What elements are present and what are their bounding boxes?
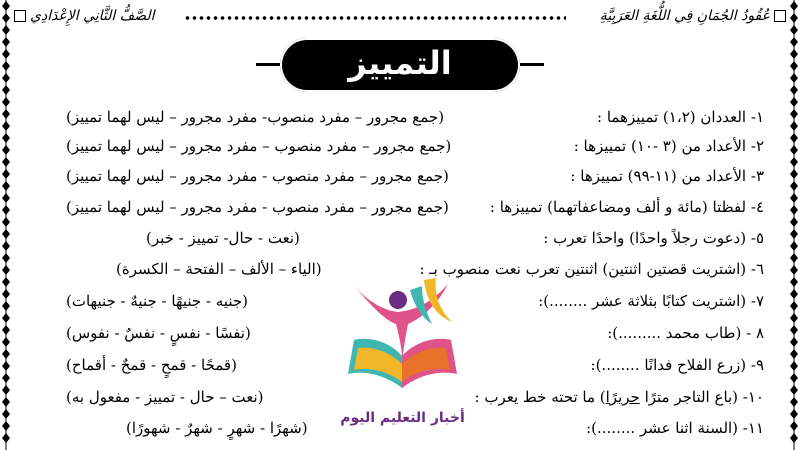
question-text: ٤- لفظتا (مائة و ألف ومضاعفاتهما) تمييزها : bbox=[489, 198, 764, 216]
border-diamond bbox=[2, 25, 10, 35]
border-diamond bbox=[2, 85, 10, 95]
border-diamond bbox=[790, 169, 798, 179]
border-diamond bbox=[2, 61, 10, 71]
page-header bbox=[14, 8, 786, 30]
border-diamond bbox=[790, 265, 798, 275]
border-diamond bbox=[790, 37, 798, 47]
border-diamond bbox=[790, 121, 798, 131]
border-diamond bbox=[2, 157, 10, 167]
watermark-logo bbox=[340, 270, 465, 450]
question-text: ١١- (السنة اثنا عشر ........): bbox=[586, 419, 764, 437]
border-diamond bbox=[2, 133, 10, 143]
question-text: ٧- (اشتريت كتابًا بثلاثة عشر ........): bbox=[538, 292, 764, 310]
border-diamond bbox=[2, 349, 10, 359]
border-diamond bbox=[790, 193, 798, 203]
border-diamond bbox=[790, 1, 798, 11]
border-diamond bbox=[790, 49, 798, 59]
underlined-word: حريرًا bbox=[605, 388, 640, 406]
border-diamond bbox=[2, 169, 10, 179]
border-diamond bbox=[2, 121, 10, 131]
border-diamond bbox=[790, 373, 798, 383]
border-diamond bbox=[2, 301, 10, 311]
border-diamond bbox=[790, 349, 798, 359]
question-options: (نعت - حال- تمييز - خبر) bbox=[146, 229, 300, 247]
border-diamond bbox=[790, 25, 798, 35]
border-diamond bbox=[2, 205, 10, 215]
border-diamond bbox=[2, 313, 10, 323]
border-diamond bbox=[790, 337, 798, 347]
question-row bbox=[16, 167, 784, 193]
border-diamond bbox=[2, 181, 10, 191]
border-diamond bbox=[790, 13, 798, 23]
left-decorative-border bbox=[0, 0, 12, 450]
border-diamond bbox=[790, 205, 798, 215]
title-banner bbox=[270, 38, 530, 92]
right-decorative-border bbox=[788, 0, 800, 450]
question-options: (شهرًا - شهرٍ - شهرٌ - شهورًا) bbox=[126, 419, 308, 437]
question-options: (جنيه - جنيهًا - جنيهٌ - جنيهات) bbox=[66, 292, 248, 310]
border-diamond bbox=[2, 145, 10, 155]
question-text: ١- العددان (١،٢) تمييزهما : bbox=[597, 108, 764, 126]
question-text: ٨ - (طاب محمد .........): bbox=[607, 324, 764, 342]
header-left-box-icon bbox=[14, 10, 26, 22]
border-diamond bbox=[790, 397, 798, 407]
question-text: ٦- (اشتريت قصتين اثنتين) اثنتين تعرب نعت منصوب بـ : bbox=[419, 260, 764, 278]
header-right-box-icon bbox=[774, 10, 786, 22]
border-diamond bbox=[2, 49, 10, 59]
question-row bbox=[16, 137, 784, 163]
border-diamond bbox=[790, 229, 798, 239]
question-options: (الياء – الألف – الفتحة – الكسرة) bbox=[116, 260, 322, 278]
border-diamond bbox=[2, 277, 10, 287]
border-diamond bbox=[2, 1, 10, 11]
border-diamond bbox=[790, 253, 798, 263]
border-diamond bbox=[2, 265, 10, 275]
question-options: (جمع مجرور – مفرد منصوب - مفرد مجرور – ليس لهما تمييز) bbox=[66, 198, 449, 216]
border-diamond bbox=[790, 301, 798, 311]
question-options: (جمع مجرور – مفرد منصوب- مفرد مجرور – ليس لهما تمييز) bbox=[66, 108, 445, 126]
question-options: (جمع مجرور – مفرد منصوب – مفرد مجرور – ليس لهما تمييز) bbox=[66, 137, 452, 155]
border-diamond bbox=[790, 157, 798, 167]
question-row bbox=[16, 229, 784, 255]
border-diamond bbox=[2, 217, 10, 227]
border-diamond bbox=[790, 361, 798, 371]
border-diamond bbox=[790, 61, 798, 71]
question-options: (نعت – حال - تمييز - مفعول به) bbox=[66, 388, 264, 406]
border-diamond bbox=[2, 97, 10, 107]
border-diamond bbox=[790, 409, 798, 419]
border-diamond bbox=[790, 133, 798, 143]
border-diamond bbox=[2, 229, 10, 239]
question-text: ٩- (زرع الفلاح فدانًا ........): bbox=[590, 356, 764, 374]
border-diamond bbox=[2, 337, 10, 347]
border-diamond bbox=[790, 277, 798, 287]
page-title: التمييز bbox=[348, 44, 452, 82]
question-row bbox=[16, 198, 784, 224]
border-diamond bbox=[790, 97, 798, 107]
border-diamond bbox=[790, 73, 798, 83]
header-grade: الصَّفُّ الثَّانِي الإِعْدَادِي bbox=[30, 8, 155, 24]
border-diamond bbox=[2, 109, 10, 119]
question-options: (نفسًا - نفسٍ - نفسٌ - نفوس) bbox=[66, 324, 251, 342]
border-diamond bbox=[2, 373, 10, 383]
question-text: ٥- (دعوت رجلاً واحدًا) واحدًا تعرب : bbox=[543, 229, 764, 247]
border-diamond bbox=[2, 253, 10, 263]
border-diamond bbox=[790, 325, 798, 335]
border-diamond bbox=[2, 325, 10, 335]
border-diamond bbox=[790, 421, 798, 431]
border-diamond bbox=[2, 289, 10, 299]
question-row bbox=[16, 108, 784, 134]
watermark-text: أخبار التعليم اليوم bbox=[340, 410, 465, 426]
header-book-title: عُقُودُ الجُمَانِ فِي اللُّغَةِ العَرَبِيَّةِ bbox=[599, 8, 770, 24]
border-diamond bbox=[790, 385, 798, 395]
border-diamond bbox=[2, 13, 10, 23]
border-diamond bbox=[790, 181, 798, 191]
border-diamond bbox=[790, 433, 798, 443]
question-text: ٣- الأعداد من (١١-٩٩) تمييزها : bbox=[570, 167, 764, 185]
border-diamond bbox=[790, 85, 798, 95]
title-banner-shape bbox=[280, 38, 520, 92]
question-text bbox=[475, 388, 764, 406]
border-diamond bbox=[2, 37, 10, 47]
border-diamond bbox=[2, 397, 10, 407]
border-diamond bbox=[790, 241, 798, 251]
border-diamond bbox=[2, 385, 10, 395]
question-text-before: ١٠- (باع التاجر مترًا bbox=[639, 388, 764, 406]
border-diamond bbox=[790, 313, 798, 323]
question-options: (قمحًا - قمحٍ - قمحٌ - أقماح) bbox=[66, 356, 237, 374]
question-text: ٢- الأعداد من (٣ -١٠) تمييزها : bbox=[573, 137, 764, 155]
border-diamond bbox=[2, 241, 10, 251]
border-diamond bbox=[2, 433, 10, 443]
border-diamond bbox=[2, 409, 10, 419]
border-diamond bbox=[2, 193, 10, 203]
border-diamond bbox=[2, 361, 10, 371]
header-dotted-line bbox=[184, 11, 566, 25]
border-diamond bbox=[2, 73, 10, 83]
border-diamond bbox=[2, 421, 10, 431]
border-diamond bbox=[790, 217, 798, 227]
question-options: (جمع مجرور – مفرد منصوب - مفرد مجرور – ليس لهما تمييز) bbox=[66, 167, 449, 185]
border-diamond bbox=[790, 109, 798, 119]
question-text-after: ) ما تحته خط يعرب : bbox=[474, 388, 606, 406]
border-diamond bbox=[790, 145, 798, 155]
book-figure-icon bbox=[340, 270, 465, 410]
border-diamond bbox=[790, 289, 798, 299]
